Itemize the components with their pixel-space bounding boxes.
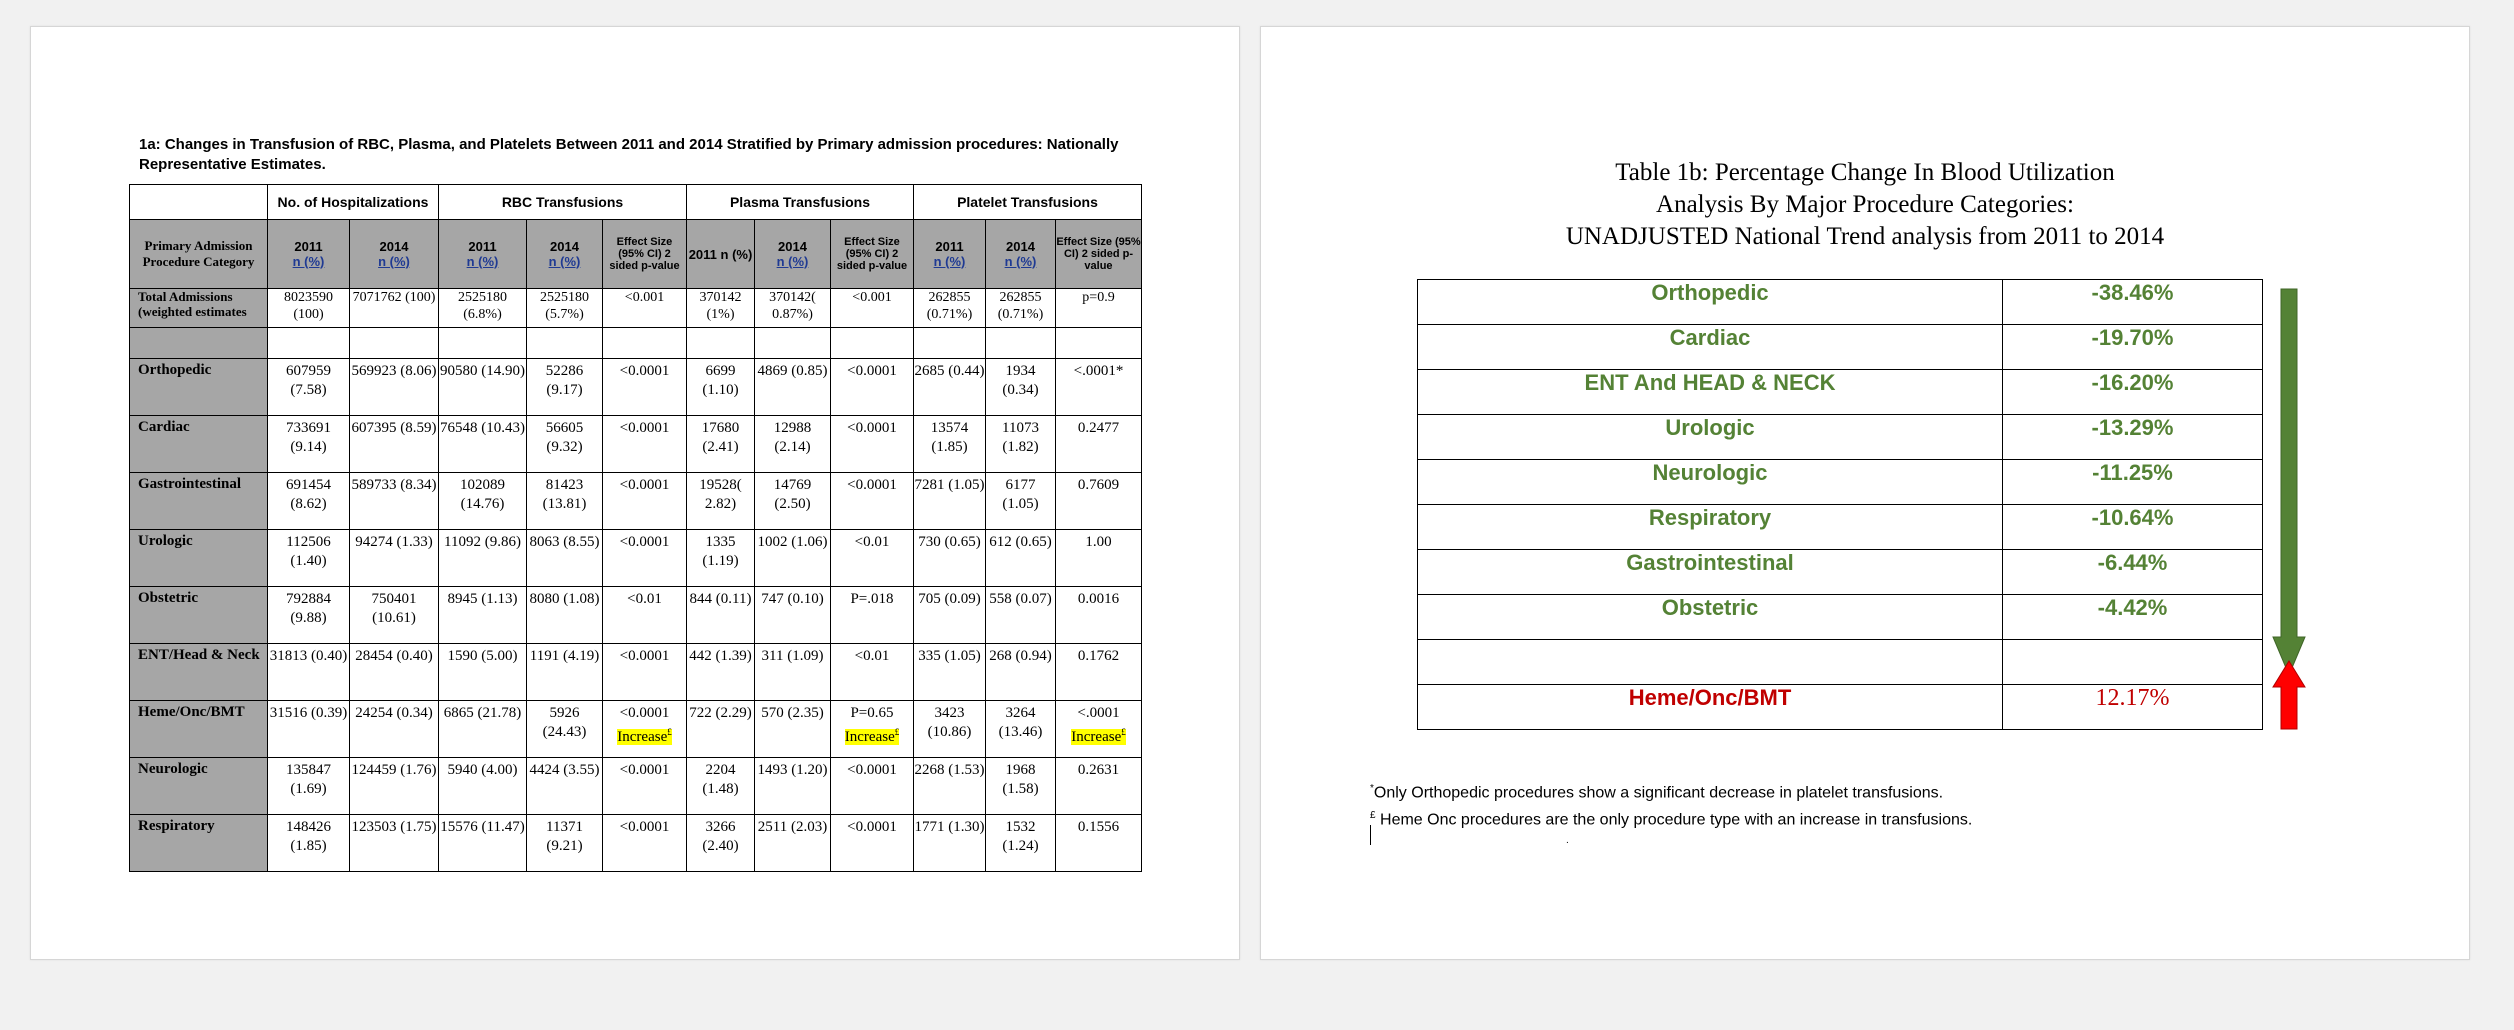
table-cell: 94274 (1.33) <box>350 530 439 587</box>
table-cell: 3423 (10.86) <box>914 701 986 758</box>
table-cell: 17680 (2.41) <box>687 416 755 473</box>
increase-highlight: Increase£ <box>844 727 900 745</box>
table-row <box>130 815 1142 872</box>
table-cell: 148426 (1.85) <box>268 815 350 872</box>
plt-2011-header: 2011 n (%) <box>914 220 986 289</box>
heme-category-cell: Heme/Onc/BMT <box>1418 685 2003 730</box>
spacer-cell <box>527 328 603 359</box>
table-row <box>1418 505 2263 550</box>
table-cell: 15576 (11.47) <box>439 815 527 872</box>
table-cell: 612 (0.65) <box>986 530 1056 587</box>
table-cell: <0.0001 <box>603 644 687 701</box>
table-cell: 52286 (9.17) <box>527 359 603 416</box>
category-cell: Cardiac <box>130 416 268 473</box>
total-category-cell: Total Admissions (weighted estimates <box>130 289 268 328</box>
table-cell: 750401 (10.61) <box>350 587 439 644</box>
table-cell: <0.01 <box>831 644 914 701</box>
category-cell: Heme/Onc/BMT <box>130 701 268 758</box>
table-cell: 370142 (1%) <box>687 289 755 328</box>
rbc-2011-header: 2011 n (%) <box>439 220 527 289</box>
category-column-header: Primary Admission Procedure Category <box>130 220 268 289</box>
rbc-2014-header: 2014 n (%) <box>527 220 603 289</box>
table-row <box>1418 595 2263 640</box>
table-cell: 1002 (1.06) <box>755 530 831 587</box>
table-cell: 13574 (1.85) <box>914 416 986 473</box>
table-row <box>130 701 1142 758</box>
increase-highlight: Increase£ <box>617 727 672 745</box>
table-cell: 76548 (10.43) <box>439 416 527 473</box>
pct-change-cell: -38.46% <box>2003 280 2263 325</box>
table-row <box>130 587 1142 644</box>
pct-change-cell: -4.42% <box>2003 595 2263 640</box>
table-cell: 558 (0.07) <box>986 587 1056 644</box>
table-cell: 0.1762 <box>1056 644 1142 701</box>
blank-cell <box>1418 640 2003 685</box>
category-cell: Gastrointestinal <box>130 473 268 530</box>
table-cell: 0.0016 <box>1056 587 1142 644</box>
table-cell: P=.018 <box>831 587 914 644</box>
spacer-cell <box>268 328 350 359</box>
hosp-2011-header: 2011 n (%) <box>268 220 350 289</box>
spacer-cell <box>1056 328 1142 359</box>
table-cell: 11092 (9.86) <box>439 530 527 587</box>
table-cell: 311 (1.09) <box>755 644 831 701</box>
table-cell: 2511 (2.03) <box>755 815 831 872</box>
table-cell: 262855 (0.71%) <box>986 289 1056 328</box>
table-cell: 3266 (2.40) <box>687 815 755 872</box>
spacer-cell <box>350 328 439 359</box>
table-row <box>130 644 1142 701</box>
footnote-2: £ Heme Onc procedures are the only procedure type with an increase in transfusions. <box>1370 810 1973 829</box>
table-row <box>1418 460 2263 505</box>
table-cell: <0.01 <box>603 587 687 644</box>
document-page-right <box>1260 26 2470 960</box>
rbc-effect-size-header: Effect Size (95% CI) 2 sided p-value <box>603 220 687 289</box>
table-cell: 1771 (1.30) <box>914 815 986 872</box>
table-cell: <0.001 <box>831 289 914 328</box>
table-cell: <0.0001 <box>831 473 914 530</box>
stray-dot: . <box>1566 835 1569 846</box>
spacer-cell <box>914 328 986 359</box>
table-1b-heme-row <box>1418 685 2263 730</box>
document-page-left <box>30 26 1240 960</box>
table-cell: 112506 (1.40) <box>268 530 350 587</box>
table-cell: <0.01 <box>831 530 914 587</box>
blank-header-cell <box>130 185 268 220</box>
table-cell: 792884 (9.88) <box>268 587 350 644</box>
pct-change-cell: -10.64% <box>2003 505 2263 550</box>
spacer-cell <box>439 328 527 359</box>
group-header-row <box>130 185 1142 220</box>
table-cell: 722 (2.29) <box>687 701 755 758</box>
table-cell: p=0.9 <box>1056 289 1142 328</box>
table-cell: 123503 (1.75) <box>350 815 439 872</box>
pct-change-cell: -19.70% <box>2003 325 2263 370</box>
table-cell: 8023590 (100) <box>268 289 350 328</box>
spacer-cell <box>755 328 831 359</box>
table-cell: 11371 (9.21) <box>527 815 603 872</box>
table-cell: <0.0001 <box>603 530 687 587</box>
table-cell: 0.2477 <box>1056 416 1142 473</box>
table-cell: 262855 (0.71%) <box>914 289 986 328</box>
table-cell: 1934 (0.34) <box>986 359 1056 416</box>
table-cell: 2685 (0.44) <box>914 359 986 416</box>
plt-effect-size-header: Effect Size (95% CI) 2 sided p-value <box>1056 220 1142 289</box>
category-cell: Orthopedic <box>1418 280 2003 325</box>
table-1b-blank-row <box>1418 640 2263 685</box>
table-1b <box>1417 279 2263 730</box>
category-cell: Cardiac <box>1418 325 2003 370</box>
pct-change-cell: -16.20% <box>2003 370 2263 415</box>
pct-change-cell: -11.25% <box>2003 460 2263 505</box>
table-cell: <0.0001 <box>603 359 687 416</box>
category-cell: Urologic <box>130 530 268 587</box>
spacer-cell <box>831 328 914 359</box>
table-cell: 589733 (8.34) <box>350 473 439 530</box>
table-cell: 2268 (1.53) <box>914 758 986 815</box>
table-cell: P=0.65 Increase£ <box>831 701 914 758</box>
table-cell: 31813 (0.40) <box>268 644 350 701</box>
table-cell: 1532 (1.24) <box>986 815 1056 872</box>
spacer-row <box>130 328 1142 359</box>
blank-cell <box>2003 640 2263 685</box>
table-row <box>1418 325 2263 370</box>
table-cell: 0.7609 <box>1056 473 1142 530</box>
category-cell: Respiratory <box>130 815 268 872</box>
hosp-2014-header: 2014 n (%) <box>350 220 439 289</box>
category-cell: Respiratory <box>1418 505 2003 550</box>
category-cell: Gastrointestinal <box>1418 550 2003 595</box>
heme-pct-cell: 12.17% <box>2003 685 2263 730</box>
table-cell: 6177 (1.05) <box>986 473 1056 530</box>
total-admissions-row <box>130 289 1142 328</box>
spacer-cell <box>603 328 687 359</box>
table-cell: 8945 (1.13) <box>439 587 527 644</box>
table-row <box>130 473 1142 530</box>
table-cell: 844 (0.11) <box>687 587 755 644</box>
category-cell: Orthopedic <box>130 359 268 416</box>
table-cell: 2204 (1.48) <box>687 758 755 815</box>
table-row <box>1418 280 2263 325</box>
category-cell: ENT And HEAD & NECK <box>1418 370 2003 415</box>
table-1a <box>129 184 1142 872</box>
plasma-2014-header: 2014 n (%) <box>755 220 831 289</box>
table-cell: 442 (1.39) <box>687 644 755 701</box>
table-row <box>1418 415 2263 460</box>
table-cell: <0.0001 <box>603 416 687 473</box>
up-arrow-icon <box>2271 659 2307 731</box>
table-cell: 0.1556 <box>1056 815 1142 872</box>
table-cell: 4869 (0.85) <box>755 359 831 416</box>
table-cell: 705 (0.09) <box>914 587 986 644</box>
table-cell: 28454 (0.40) <box>350 644 439 701</box>
table-cell: <0.0001 <box>603 815 687 872</box>
table-cell: 3264 (13.46) <box>986 701 1056 758</box>
table-cell: 5940 (4.00) <box>439 758 527 815</box>
table-cell: 135847 (1.69) <box>268 758 350 815</box>
table-cell: <0.0001 <box>831 815 914 872</box>
table-cell: 14769 (2.50) <box>755 473 831 530</box>
table-row <box>130 530 1142 587</box>
category-cell: ENT/Head & Neck <box>130 644 268 701</box>
table-1a-body <box>130 359 1142 872</box>
table-cell: 733691 (9.14) <box>268 416 350 473</box>
table-cell: 5926 (24.43) <box>527 701 603 758</box>
table-cell: 747 (0.10) <box>755 587 831 644</box>
table-cell: 2525180 (5.7%) <box>527 289 603 328</box>
table-cell: 370142( 0.87%) <box>755 289 831 328</box>
table-cell: 8063 (8.55) <box>527 530 603 587</box>
table-cell: 1493 (1.20) <box>755 758 831 815</box>
spacer-cell <box>687 328 755 359</box>
table-row <box>1418 550 2263 595</box>
down-arrow-icon <box>2271 287 2307 677</box>
table-cell: 124459 (1.76) <box>350 758 439 815</box>
table-cell: 1191 (4.19) <box>527 644 603 701</box>
table-cell: 6699 (1.10) <box>687 359 755 416</box>
table-cell: 6865 (21.78) <box>439 701 527 758</box>
table-cell: 569923 (8.06) <box>350 359 439 416</box>
table-cell: 1968 (1.58) <box>986 758 1056 815</box>
table-cell: 102089 (14.76) <box>439 473 527 530</box>
table-1b-title: Table 1b: Percentage Change In Blood Utilization Analysis By Major Procedure Categories: UNADJUSTED National Trend analysis from 2011 to 2014 <box>1565 159 2165 250</box>
table-cell: <0.0001 Increase£ <box>603 701 687 758</box>
table-cell: 607959 (7.58) <box>268 359 350 416</box>
plasma-2011-header: 2011 n (%) <box>687 220 755 289</box>
table-cell: 1590 (5.00) <box>439 644 527 701</box>
table-row <box>130 359 1142 416</box>
rbc-group-header: RBC Transfusions <box>439 185 687 220</box>
table-cell: 11073 (1.82) <box>986 416 1056 473</box>
table-cell: 19528( 2.82) <box>687 473 755 530</box>
table-cell: 2525180 (6.8%) <box>439 289 527 328</box>
table-1b-body <box>1418 280 2263 640</box>
table-cell: 8080 (1.08) <box>527 587 603 644</box>
plasma-group-header: Plasma Transfusions <box>687 185 914 220</box>
table-cell: 90580 (14.90) <box>439 359 527 416</box>
spacer-cell <box>130 328 268 359</box>
table-cell: 56605 (9.32) <box>527 416 603 473</box>
category-cell: Neurologic <box>1418 460 2003 505</box>
text-cursor <box>1370 825 1371 845</box>
table-cell: 81423 (13.81) <box>527 473 603 530</box>
table-row <box>130 416 1142 473</box>
table-cell: 7071762 (100) <box>350 289 439 328</box>
table-cell: <0.0001 <box>831 416 914 473</box>
table-row <box>130 758 1142 815</box>
table-cell: 4424 (3.55) <box>527 758 603 815</box>
table-cell: 691454 (8.62) <box>268 473 350 530</box>
plt-2014-header: 2014 n (%) <box>986 220 1056 289</box>
table-cell: <0.001 <box>603 289 687 328</box>
table-cell: <0.0001 <box>603 758 687 815</box>
table-cell: <0.0001 <box>603 473 687 530</box>
table-cell: 1335 (1.19) <box>687 530 755 587</box>
table-cell: <0.0001 <box>831 359 914 416</box>
table-cell: 7281 (1.05) <box>914 473 986 530</box>
table-cell: 24254 (0.34) <box>350 701 439 758</box>
table-cell: <.0001* <box>1056 359 1142 416</box>
spacer-cell <box>986 328 1056 359</box>
up-arrow-shape <box>2273 661 2305 729</box>
hospitalizations-group-header: No. of Hospitalizations <box>268 185 439 220</box>
category-cell: Obstetric <box>130 587 268 644</box>
table-cell: <0.0001 <box>831 758 914 815</box>
column-header-row <box>130 220 1142 289</box>
category-cell: Obstetric <box>1418 595 2003 640</box>
table-cell: 31516 (0.39) <box>268 701 350 758</box>
table-1a-title: 1a: Changes in Transfusion of RBC, Plasma, and Platelets Between 2011 and 2014 Stratified by Primary admission procedures: Nationally Representative Estimates. <box>139 136 1119 173</box>
platelet-group-header: Platelet Transfusions <box>914 185 1142 220</box>
pct-change-cell: -13.29% <box>2003 415 2263 460</box>
table-cell: <.0001 Increase£ <box>1056 701 1142 758</box>
plasma-effect-size-header: Effect Size (95% CI) 2 sided p-value <box>831 220 914 289</box>
table-cell: 570 (2.35) <box>755 701 831 758</box>
table-cell: 12988 (2.14) <box>755 416 831 473</box>
table-row <box>1418 370 2263 415</box>
table-cell: 1.00 <box>1056 530 1142 587</box>
table-cell: 607395 (8.59) <box>350 416 439 473</box>
pct-change-cell: -6.44% <box>2003 550 2263 595</box>
increase-highlight: Increase£ <box>1071 727 1126 745</box>
table-cell: 0.2631 <box>1056 758 1142 815</box>
table-cell: 730 (0.65) <box>914 530 986 587</box>
footnote-1: *Only Orthopedic procedures show a significant decrease in platelet transfusions. <box>1370 783 1944 802</box>
table-cell: 335 (1.05) <box>914 644 986 701</box>
table-cell: 268 (0.94) <box>986 644 1056 701</box>
footnotes <box>1370 777 2270 832</box>
category-cell: Neurologic <box>130 758 268 815</box>
down-arrow-shape <box>2273 289 2305 675</box>
category-cell: Urologic <box>1418 415 2003 460</box>
